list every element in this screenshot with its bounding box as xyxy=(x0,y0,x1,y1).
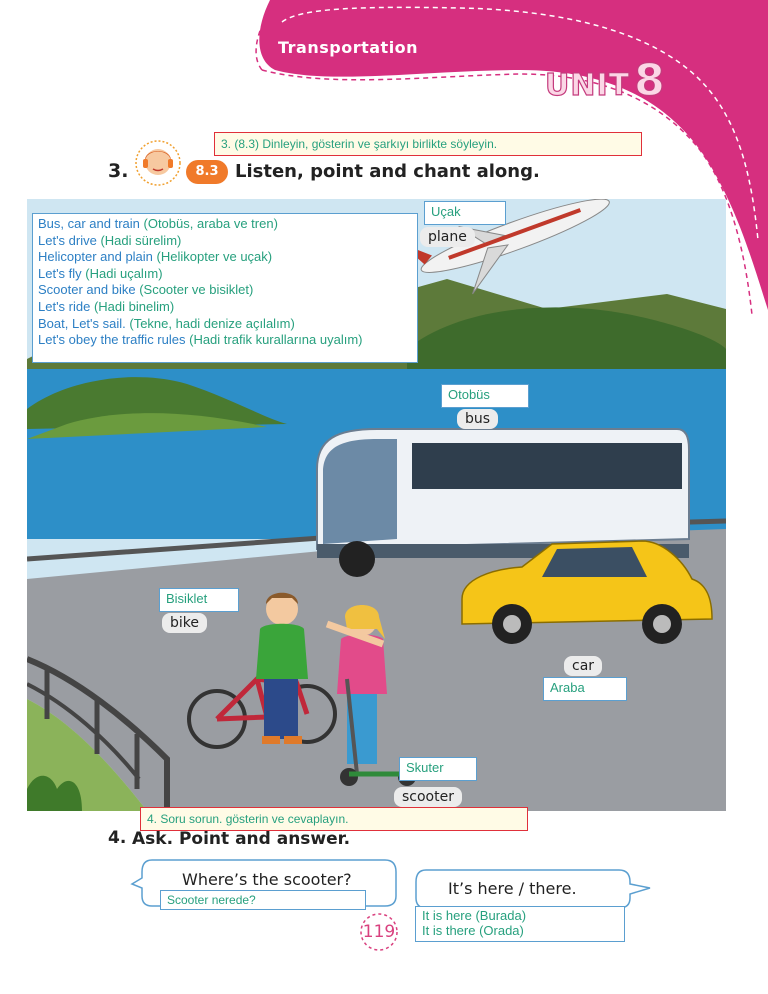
song-lyrics-box xyxy=(32,213,418,363)
song-line: Let's fly (Hadi uçalım) xyxy=(38,265,163,281)
song-line: Bus, car and train (Otobüs, araba ve tren) xyxy=(38,216,278,231)
answer-translation-line: It is there (Orada) xyxy=(422,923,524,938)
answer-translation-line: It is here (Burada) xyxy=(422,908,527,923)
song-line: Boat, Let's sail. (Tekne, hadi denize açılalım) xyxy=(38,315,295,331)
exercise4-translation: 4. Soru sorun. gösterin ve cevaplayın. xyxy=(140,807,528,831)
song-line: Let's drive (Hadi sürelim) xyxy=(38,232,182,248)
car-label[interactable]: car xyxy=(564,656,602,676)
plane-label[interactable]: plane xyxy=(420,227,475,247)
scooter-translation: Skuter xyxy=(399,757,477,781)
song-line: Let's obey the traffic rules (Hadi trafik kurallarına uyalım) xyxy=(38,332,363,348)
bus-translation: Otobüs xyxy=(441,384,529,408)
audio-track-badge[interactable]: 8.3 xyxy=(186,160,228,184)
question-text: Where’s the scooter? xyxy=(182,870,352,889)
bus-label[interactable]: bus xyxy=(457,409,498,429)
song-line: Let's ride (Hadi binelim) xyxy=(38,298,175,314)
bike-translation: Bisiklet xyxy=(159,588,239,612)
listening-girl-icon xyxy=(133,138,183,188)
bike-label[interactable]: bike xyxy=(162,613,207,633)
exercise4-number: 4. xyxy=(108,828,127,848)
song-line: Helicopter and plain (Helikopter ve uçak) xyxy=(38,249,273,265)
exercise4-heading: Ask. Point and answer. xyxy=(132,829,351,849)
answer-translation-box xyxy=(415,906,625,942)
page-number: 119 xyxy=(362,922,396,942)
unit-number: 8 xyxy=(634,55,666,106)
section-title: Transportation xyxy=(278,38,419,57)
question-translation: Scooter nerede? xyxy=(160,890,366,910)
scooter-label[interactable]: scooter xyxy=(394,787,462,807)
exercise3-number: 3. xyxy=(108,160,129,182)
exercise3-translation: 3. (8.3) Dinleyin, gösterin ve şarkıyı birlikte söyleyin. xyxy=(214,132,642,156)
song-line: Scooter and bike (Scooter ve bisiklet) xyxy=(38,282,254,298)
unit-title xyxy=(545,55,666,106)
car-translation: Araba xyxy=(543,677,627,701)
answer-text: It’s here / there. xyxy=(448,879,577,898)
plane-translation: Uçak xyxy=(424,201,506,225)
exercise3-heading: Listen, point and chant along. xyxy=(235,161,540,182)
unit-word: UNIT xyxy=(545,68,631,103)
